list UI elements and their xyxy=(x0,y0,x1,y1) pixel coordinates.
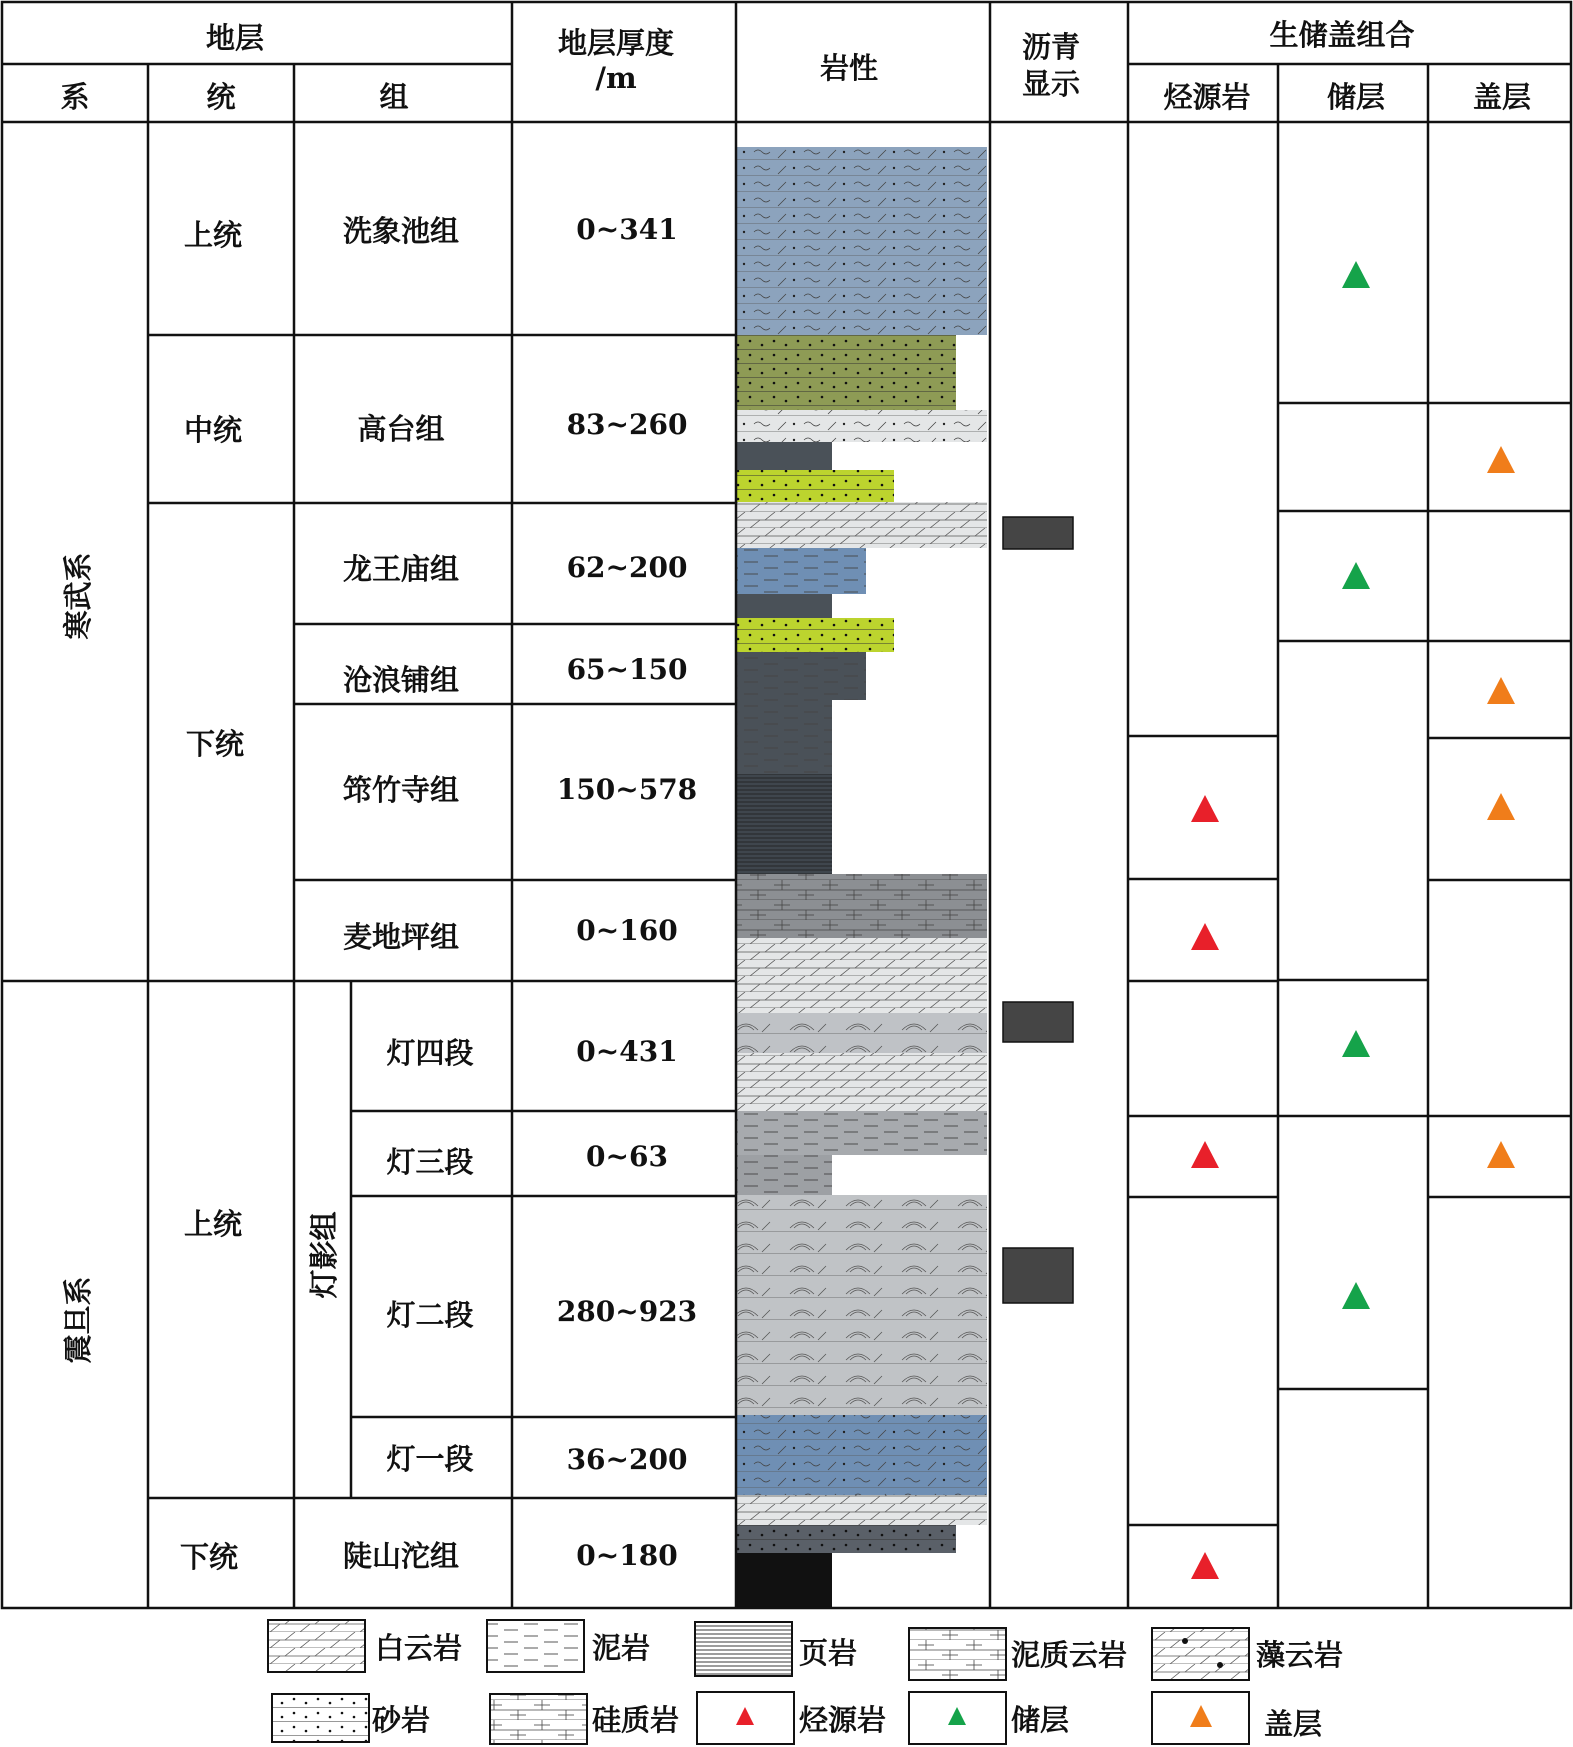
formation-5: 麦地坪组 xyxy=(342,920,460,954)
formation-2: 龙王庙组 xyxy=(342,552,460,586)
header-bitumen-line2: 显示 xyxy=(1021,67,1081,101)
legend-swatch-algal-dot-2 xyxy=(1217,1662,1223,1668)
legend-label-dolomite: 白云岩 xyxy=(375,1631,463,1665)
legend-item-shale xyxy=(695,1622,857,1676)
header-reservoir: 储层 xyxy=(1326,80,1386,114)
legend-swatch-sandstone xyxy=(272,1694,369,1742)
legend-label-siliceous: 硅质岩 xyxy=(592,1703,680,1737)
thickness-6: 0~431 xyxy=(576,1035,678,1068)
bitumen-show-deng2 xyxy=(1003,1248,1073,1303)
lith-block-canglangpu-dark xyxy=(736,594,832,618)
formation-3: 沧浪铺组 xyxy=(342,663,460,697)
lith-block-qiongzhusi-shale-pattern xyxy=(736,774,832,874)
legend-label-muddy-dolomite: 泥质云岩 xyxy=(1011,1638,1128,1672)
lith-block-gaotai-dark xyxy=(736,442,832,470)
legend-swatch-algal-dot-1 xyxy=(1182,1638,1188,1644)
legend-item-algal-dolomite xyxy=(1152,1628,1343,1680)
lith-block-deng4-upper-pattern xyxy=(736,938,987,1013)
thickness-2: 62~200 xyxy=(566,551,688,584)
thickness-7: 0~63 xyxy=(586,1140,668,1173)
lith-block-qiongzhusi-mud-pattern xyxy=(736,700,832,774)
header-formation: 组 xyxy=(379,80,409,114)
legend-swatch-algal-dolomite xyxy=(1152,1628,1249,1680)
header-strata: 地层 xyxy=(205,21,265,55)
thickness-5: 0~160 xyxy=(576,914,678,947)
lith-block-gaotai-light-pattern xyxy=(736,410,987,442)
legend-label-sandstone: 砂岩 xyxy=(372,1703,431,1737)
thickness-10: 0~180 xyxy=(576,1539,678,1572)
legend-item-mudstone xyxy=(487,1620,650,1672)
legend-item-source xyxy=(697,1692,886,1744)
series-cambrian-lower: 下统 xyxy=(185,727,245,761)
header-thickness-line1: 地层厚度 xyxy=(557,26,675,60)
series-sinian-lower: 下统 xyxy=(179,1540,239,1574)
lith-block-doushantuo-sand-pattern xyxy=(736,1525,956,1553)
system-sinian: 震旦系 xyxy=(61,1276,95,1364)
legend-label-source: 烃源岩 xyxy=(799,1703,887,1737)
bitumen-show-longwangmiao xyxy=(1003,517,1073,549)
lith-block-maidiping-pattern xyxy=(736,874,987,938)
series-cambrian-upper: 上统 xyxy=(183,218,243,252)
group-dengying: 灯影组 xyxy=(307,1211,341,1299)
thickness-8: 280~923 xyxy=(556,1295,698,1328)
lith-block-doushantuo-light-pattern xyxy=(736,1495,987,1525)
lith-block-canglangpu-mud-pattern xyxy=(736,652,866,700)
legend-label-mudstone: 泥岩 xyxy=(592,1631,651,1665)
lith-block-deng4-lower-pattern xyxy=(736,1053,987,1111)
thickness-4: 150~578 xyxy=(556,773,698,806)
legend-swatch-mudstone xyxy=(487,1620,584,1672)
lith-block-longwangmiao-blue-pattern xyxy=(736,548,866,594)
thickness-3: 65~150 xyxy=(566,653,688,686)
legend-label-reservoir: 储层 xyxy=(1011,1703,1070,1737)
formation-9: 灯一段 xyxy=(386,1442,474,1476)
lith-block-deng3-upper-pattern xyxy=(736,1111,987,1155)
series-sinian-upper: 上统 xyxy=(183,1207,243,1241)
lith-block-xixiangchi-pattern xyxy=(736,147,987,335)
lith-block-canglangpu-lime-pattern xyxy=(736,618,894,652)
legend-swatch-muddy-dolomite xyxy=(909,1628,1006,1680)
legend-item-muddy-dolomite xyxy=(909,1628,1127,1680)
legend-swatch-shale xyxy=(695,1622,792,1676)
header-thickness-line2: /m xyxy=(595,61,637,95)
system-cambrian: 寒武系 xyxy=(61,552,95,640)
formation-7: 灯三段 xyxy=(386,1145,474,1179)
header-bitumen-line1: 沥青 xyxy=(1021,30,1081,64)
lith-block-deng4-algal-pattern xyxy=(736,1013,987,1053)
header-source: 烃源岩 xyxy=(1163,80,1251,114)
lith-block-deng3-lower-pattern xyxy=(736,1155,832,1195)
legend-label-shale: 页岩 xyxy=(799,1636,858,1670)
legend-item-reservoir xyxy=(909,1692,1069,1744)
legend-item-sandstone xyxy=(272,1694,430,1742)
legend-swatch-dolomite xyxy=(268,1620,365,1672)
formation-10: 陡山沱组 xyxy=(342,1539,460,1573)
lithology-column xyxy=(736,147,987,1608)
legend-item-dolomite xyxy=(268,1620,462,1672)
legend-label-algal-dolomite: 藻云岩 xyxy=(1256,1638,1344,1672)
lith-block-longwangmiao-light-pattern xyxy=(736,502,987,548)
formation-8: 灯二段 xyxy=(386,1298,474,1332)
legend-swatch-siliceous xyxy=(490,1694,587,1744)
header-lithology: 岩性 xyxy=(819,51,879,85)
legend-label-cap: 盖层 xyxy=(1264,1707,1323,1741)
legend xyxy=(268,1620,1343,1744)
legend-item-siliceous xyxy=(490,1694,679,1744)
formation-4: 筇竹寺组 xyxy=(342,773,460,807)
formation-1: 高台组 xyxy=(357,412,445,446)
header-system: 系 xyxy=(60,80,90,114)
thickness-0: 0~341 xyxy=(576,213,678,246)
lith-block-doushantuo-black xyxy=(736,1553,832,1608)
formation-6: 灯四段 xyxy=(386,1036,474,1070)
lith-block-deng2-pattern xyxy=(736,1195,987,1415)
lith-block-gaotai-olive-pattern xyxy=(736,335,956,410)
bitumen-show-deng4 xyxy=(1003,1002,1073,1042)
header-cap: 盖层 xyxy=(1472,80,1532,114)
lith-block-gaotai-lime-pattern xyxy=(736,470,894,502)
lith-block-deng1-pattern xyxy=(736,1415,987,1495)
header-series: 统 xyxy=(206,80,236,114)
header-assemblage: 生储盖组合 xyxy=(1269,18,1415,52)
thickness-1: 83~260 xyxy=(566,408,688,441)
formation-0: 洗象池组 xyxy=(342,214,460,248)
series-cambrian-middle: 中统 xyxy=(183,413,243,447)
legend-item-cap xyxy=(1152,1692,1322,1744)
thickness-9: 36~200 xyxy=(566,1443,688,1476)
